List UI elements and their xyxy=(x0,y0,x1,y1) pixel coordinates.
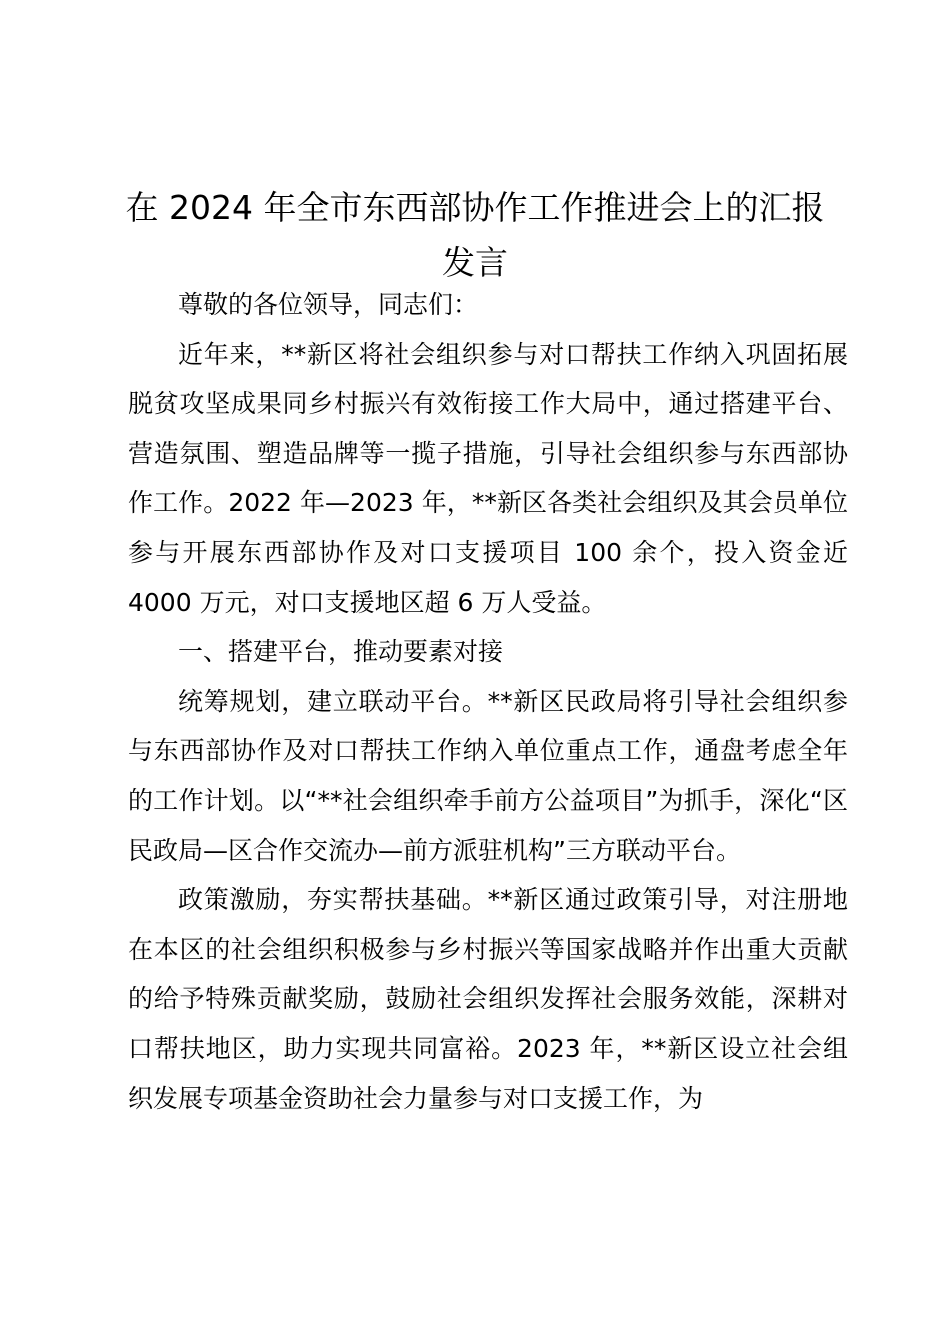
document-body xyxy=(128,280,848,1123)
section-heading-1: 一、搭建平台，推动要素对接 xyxy=(178,637,504,667)
body-paragraph: 统筹规划，建立联动平台。**新区民政局将引导社会组织参与东西部协作及对口帮扶工作纳入单位重点工作，通盘考虑全年的工作计划。以“**社会组织牵手前方公益项目”为抓手，深化“区民政局—区合作交流办—前方派驻机构”三方联动平台。 xyxy=(128,686,848,865)
salutation-paragraph: 尊敬的各位领导，同志们： xyxy=(178,290,479,319)
body-paragraph: 政策激励，夯实帮扶基础。**新区通过政策引导，对注册地在本区的社会组织积极参与乡村振兴等国家战略并作出重大贡献的给予特殊贡献奖励，鼓励社会组织发挥社会服务效能，深耕对口帮扶地区，助力实现共同富裕。2023 年，**新区设立社会组织发展专项基金资助社会力量参与对口支援工作，为 xyxy=(128,885,848,1113)
document-title: 在 2024 年全市东西部协作工作推进会上的汇报发言 xyxy=(125,188,825,282)
intro-paragraph: 近年来，**新区将社会组织参与对口帮扶工作纳入巩固拓展脱贫攻坚成果同乡村振兴有效衔接工作大局中，通过搭建平台、营造氛围、塑造品牌等一揽子措施，引导社会组织参与东西部协作工作。2022 年—2023 年，**新区各类社会组织及其会员单位参与开展东西部协作及对口支援项目 100 余个，投入资金近 4000 万元，对口支援地区超 6 万人受益。 xyxy=(128,339,848,617)
